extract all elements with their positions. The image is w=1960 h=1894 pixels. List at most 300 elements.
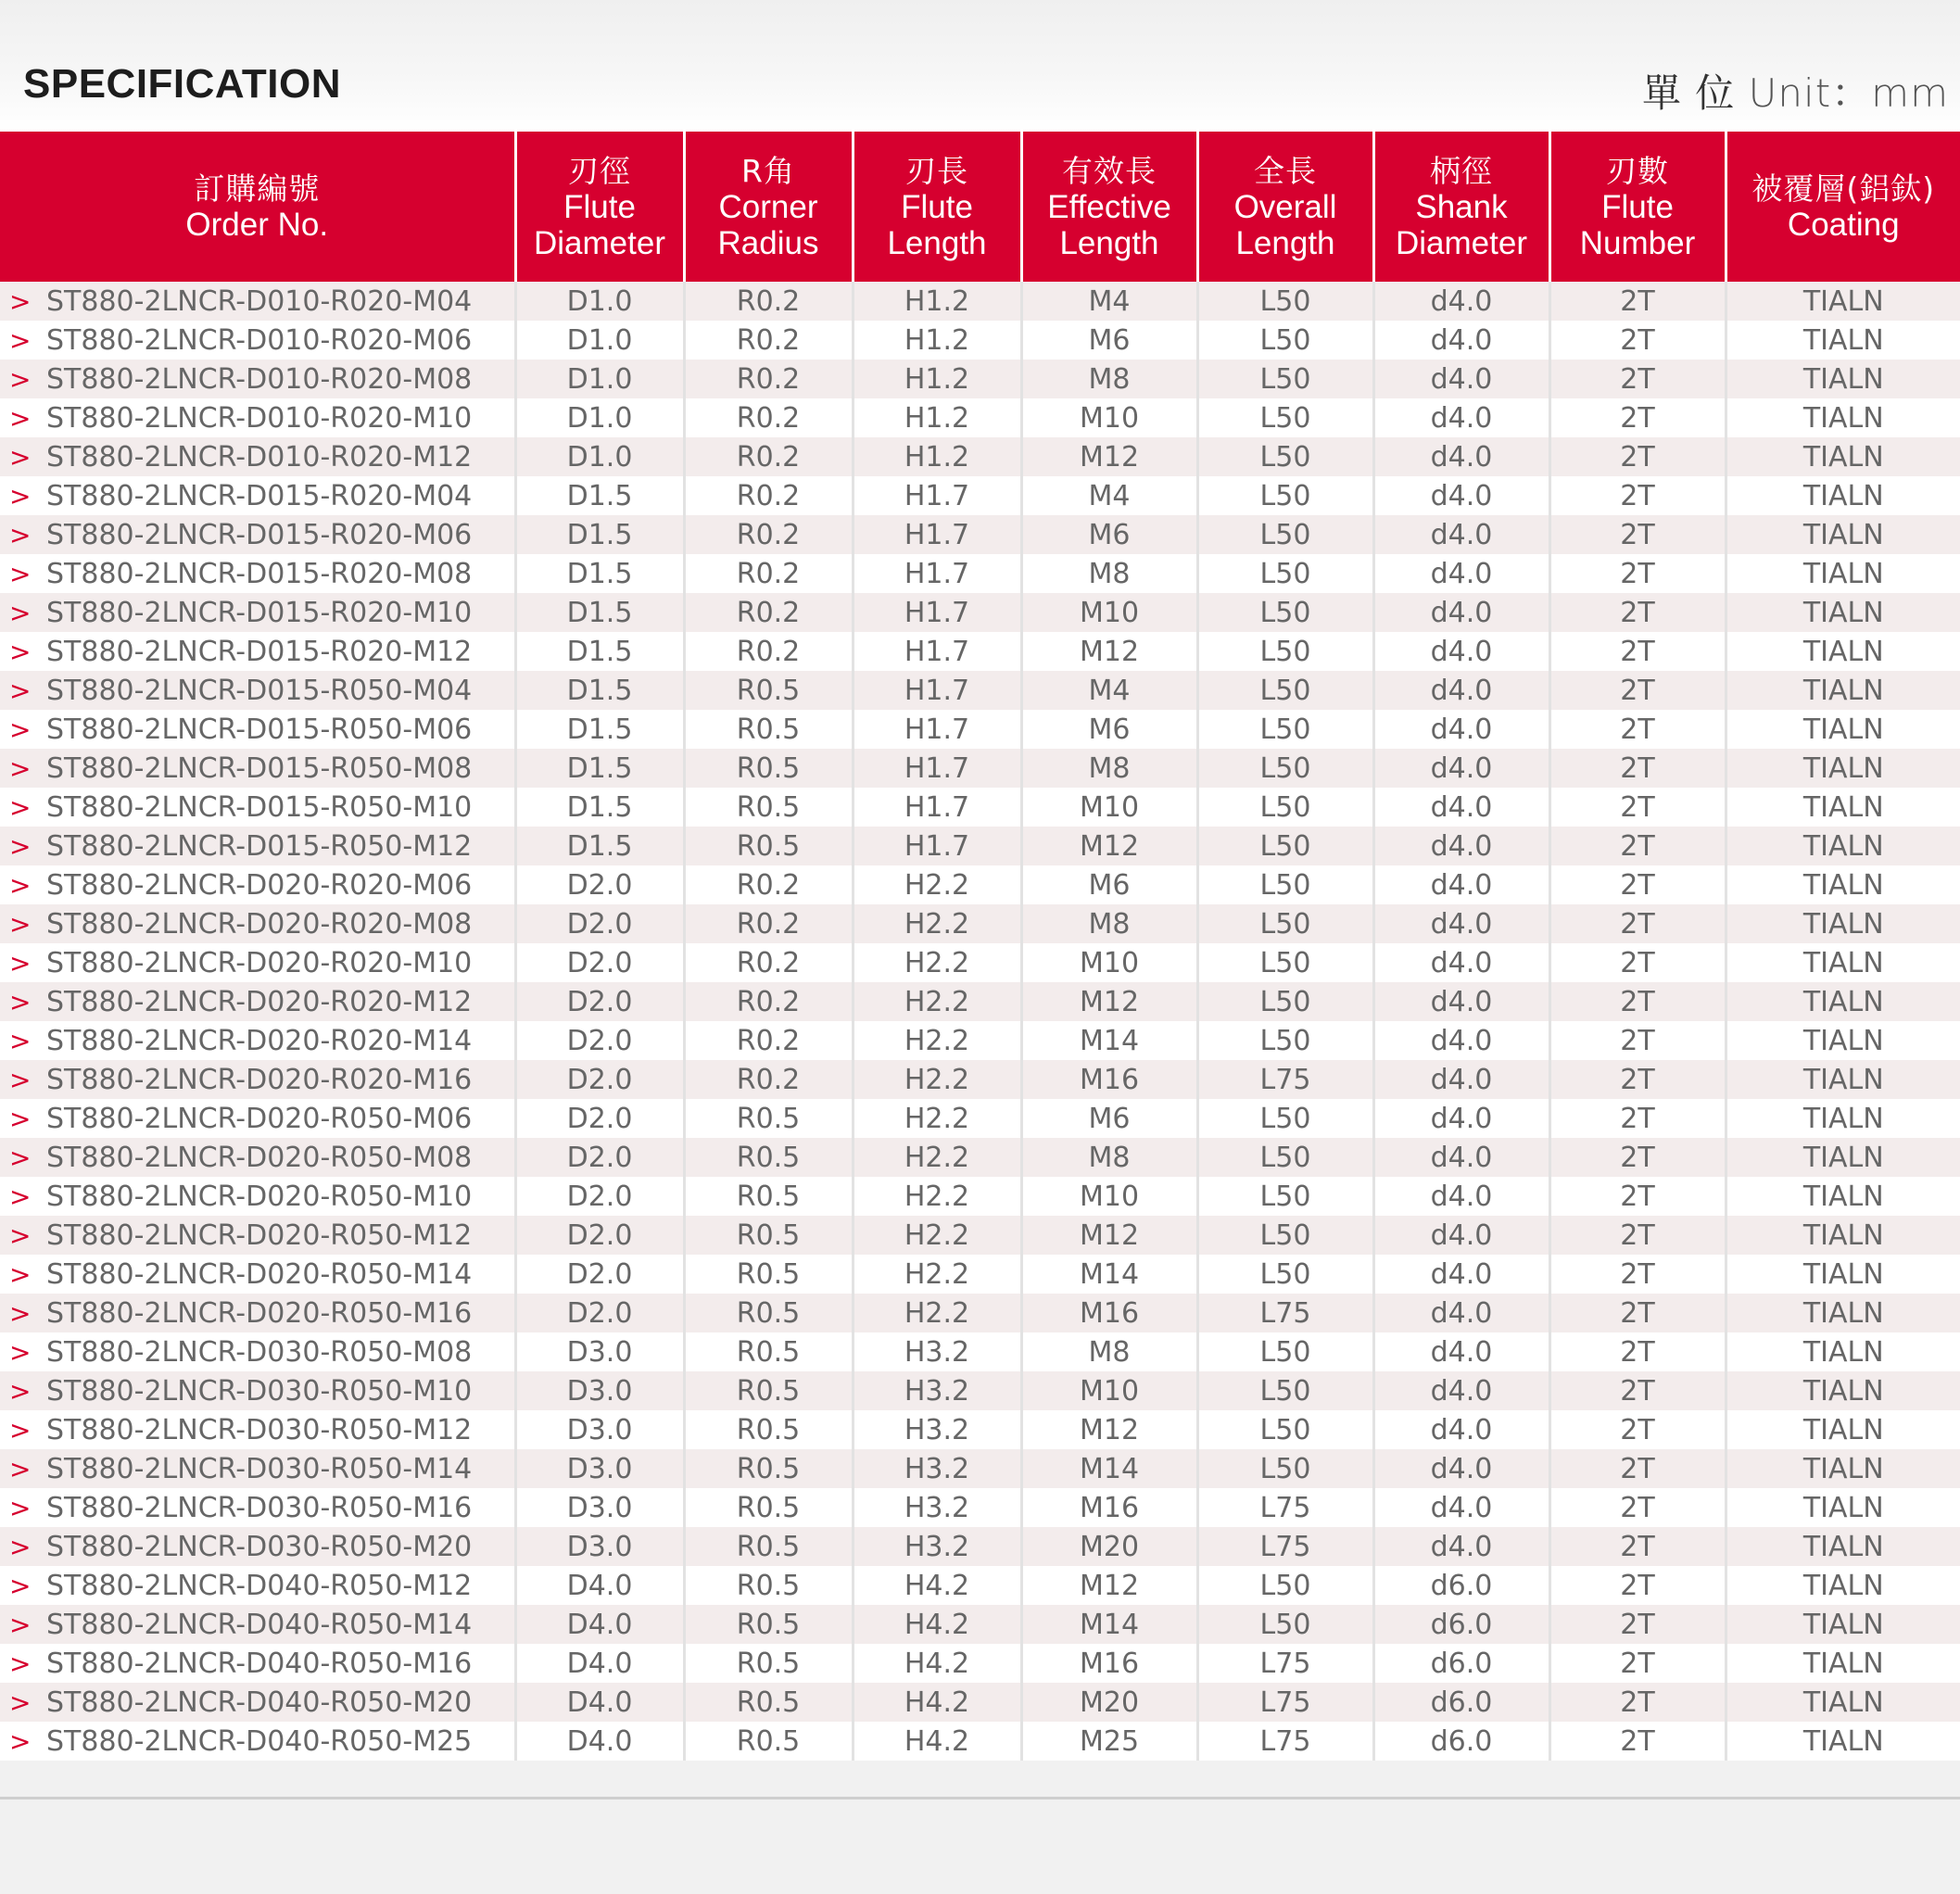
order-number: ST880-2LNCR-D015-R050-M08	[46, 751, 473, 785]
col-header-en2: Length	[887, 224, 987, 261]
cell-coating: TIALN	[1726, 1294, 1960, 1332]
cell-overall-length: L50	[1197, 982, 1373, 1021]
cell-flute-length: H2.2	[853, 1294, 1021, 1332]
cell-coating: TIALN	[1726, 1138, 1960, 1177]
order-number: ST880-2LNCR-D010-R020-M06	[46, 323, 473, 357]
cell-flute-length: H1.7	[853, 827, 1021, 865]
cell-order-no	[0, 865, 515, 904]
row-arrow-icon: >	[9, 1103, 32, 1134]
cell-order-no	[0, 1177, 515, 1216]
cell-flute-diameter: D1.5	[515, 593, 684, 632]
row-arrow-icon: >	[9, 1570, 32, 1601]
row-arrow-icon: >	[9, 675, 32, 706]
col-header-flute-diameter	[515, 132, 684, 282]
order-number: ST880-2LNCR-D015-R020-M12	[46, 635, 473, 668]
cell-order-no	[0, 476, 515, 515]
order-number: ST880-2LNCR-D020-R050-M10	[46, 1180, 473, 1213]
cell-effective-length: M4	[1021, 282, 1197, 321]
cell-flute-diameter: D2.0	[515, 1216, 684, 1255]
cell-coating: TIALN	[1726, 282, 1960, 321]
cell-coating: TIALN	[1726, 1683, 1960, 1722]
cell-coating: TIALN	[1726, 904, 1960, 943]
cell-shank-diameter: d4.0	[1373, 904, 1549, 943]
order-number: ST880-2LNCR-D020-R050-M14	[46, 1257, 473, 1291]
cell-order-no	[0, 437, 515, 476]
cell-overall-length: L50	[1197, 554, 1373, 593]
table-row	[0, 554, 1960, 593]
row-arrow-icon: >	[9, 402, 32, 434]
order-number: ST880-2LNCR-D030-R050-M14	[46, 1452, 473, 1485]
cell-corner-radius: R0.5	[684, 1644, 853, 1683]
cell-corner-radius: R0.2	[684, 282, 853, 321]
cell-flute-number: 2T	[1549, 1177, 1726, 1216]
cell-shank-diameter: d4.0	[1373, 1099, 1549, 1138]
cell-order-no	[0, 943, 515, 982]
cell-coating: TIALN	[1726, 1332, 1960, 1371]
col-header-zh: 被覆層(鋁鈦)	[1751, 170, 1936, 207]
order-number: ST880-2LNCR-D010-R020-M04	[46, 284, 473, 318]
cell-flute-number: 2T	[1549, 593, 1726, 632]
cell-coating: TIALN	[1726, 671, 1960, 710]
table-row	[0, 710, 1960, 749]
cell-overall-length: L50	[1197, 710, 1373, 749]
cell-order-no	[0, 1410, 515, 1449]
cell-flute-diameter: D4.0	[515, 1722, 684, 1761]
cell-flute-number: 2T	[1549, 671, 1726, 710]
cell-effective-length: M10	[1021, 943, 1197, 982]
cell-overall-length: L50	[1197, 398, 1373, 437]
cell-shank-diameter: d4.0	[1373, 1294, 1549, 1332]
col-header-coating	[1726, 132, 1960, 282]
order-number: ST880-2LNCR-D040-R050-M14	[46, 1608, 473, 1641]
cell-corner-radius: R0.5	[684, 1332, 853, 1371]
cell-effective-length: M8	[1021, 1138, 1197, 1177]
cell-flute-diameter: D4.0	[515, 1644, 684, 1683]
cell-flute-diameter: D1.5	[515, 749, 684, 788]
cell-corner-radius: R0.5	[684, 1410, 853, 1449]
cell-order-no	[0, 1488, 515, 1527]
cell-flute-length: H2.2	[853, 1255, 1021, 1294]
spec-table-body	[0, 282, 1960, 1761]
cell-flute-diameter: D4.0	[515, 1566, 684, 1605]
order-number: ST880-2LNCR-D040-R050-M12	[46, 1569, 473, 1602]
row-arrow-icon: >	[9, 558, 32, 589]
cell-flute-number: 2T	[1549, 1216, 1726, 1255]
cell-coating: TIALN	[1726, 554, 1960, 593]
cell-coating: TIALN	[1726, 632, 1960, 671]
cell-shank-diameter: d4.0	[1373, 1255, 1549, 1294]
cell-overall-length: L50	[1197, 515, 1373, 554]
table-bottom-rule	[0, 1797, 1960, 1799]
cell-flute-length: H1.7	[853, 671, 1021, 710]
table-row	[0, 515, 1960, 554]
cell-overall-length: L50	[1197, 1371, 1373, 1410]
cell-effective-length: M8	[1021, 554, 1197, 593]
col-header-effective-length	[1021, 132, 1197, 282]
cell-flute-diameter: D2.0	[515, 1060, 684, 1099]
cell-flute-diameter: D1.5	[515, 827, 684, 865]
col-header-flute-length	[853, 132, 1021, 282]
cell-effective-length: M6	[1021, 710, 1197, 749]
order-number: ST880-2LNCR-D030-R050-M20	[46, 1530, 473, 1563]
cell-corner-radius: R0.5	[684, 827, 853, 865]
cell-flute-diameter: D2.0	[515, 982, 684, 1021]
cell-order-no	[0, 1099, 515, 1138]
table-row	[0, 282, 1960, 321]
order-number: ST880-2LNCR-D015-R050-M04	[46, 674, 473, 707]
row-arrow-icon: >	[9, 713, 32, 745]
order-number: ST880-2LNCR-D020-R020-M12	[46, 985, 473, 1018]
cell-effective-length: M4	[1021, 476, 1197, 515]
cell-flute-diameter: D1.5	[515, 554, 684, 593]
cell-overall-length: L75	[1197, 1644, 1373, 1683]
row-arrow-icon: >	[9, 1181, 32, 1212]
cell-coating: TIALN	[1726, 398, 1960, 437]
cell-flute-number: 2T	[1549, 437, 1726, 476]
table-row	[0, 1644, 1960, 1683]
cell-order-no	[0, 1722, 515, 1761]
row-arrow-icon: >	[9, 324, 32, 356]
cell-corner-radius: R0.5	[684, 1605, 853, 1644]
cell-flute-length: H2.2	[853, 1216, 1021, 1255]
cell-overall-length: L50	[1197, 437, 1373, 476]
cell-coating: TIALN	[1726, 476, 1960, 515]
cell-effective-length: M20	[1021, 1527, 1197, 1566]
table-row	[0, 1371, 1960, 1410]
cell-shank-diameter: d6.0	[1373, 1683, 1549, 1722]
table-row	[0, 1177, 1960, 1216]
spec-table-container	[0, 132, 1960, 1761]
table-row	[0, 982, 1960, 1021]
col-header-zh: 有效長	[1062, 152, 1157, 189]
cell-coating: TIALN	[1726, 749, 1960, 788]
cell-corner-radius: R0.5	[684, 1099, 853, 1138]
table-row	[0, 1021, 1960, 1060]
cell-corner-radius: R0.5	[684, 788, 853, 827]
col-header-en2: Length	[1235, 224, 1335, 261]
cell-effective-length: M14	[1021, 1605, 1197, 1644]
cell-coating: TIALN	[1726, 360, 1960, 398]
cell-order-no	[0, 1566, 515, 1605]
cell-order-no	[0, 1255, 515, 1294]
cell-order-no	[0, 1371, 515, 1410]
cell-effective-length: M14	[1021, 1449, 1197, 1488]
cell-shank-diameter: d4.0	[1373, 788, 1549, 827]
cell-effective-length: M16	[1021, 1294, 1197, 1332]
cell-effective-length: M16	[1021, 1644, 1197, 1683]
order-number: ST880-2LNCR-D020-R050-M16	[46, 1296, 473, 1330]
table-row	[0, 1605, 1960, 1644]
table-row	[0, 904, 1960, 943]
cell-shank-diameter: d4.0	[1373, 1021, 1549, 1060]
row-arrow-icon: >	[9, 869, 32, 901]
cell-coating: TIALN	[1726, 1644, 1960, 1683]
cell-flute-number: 2T	[1549, 1683, 1726, 1722]
order-number: ST880-2LNCR-D015-R050-M12	[46, 829, 473, 863]
cell-flute-number: 2T	[1549, 1332, 1726, 1371]
col-header-en: Overall	[1233, 188, 1337, 225]
cell-order-no	[0, 827, 515, 865]
cell-order-no	[0, 1605, 515, 1644]
cell-order-no	[0, 671, 515, 710]
col-header-en: Effective	[1047, 188, 1171, 225]
cell-overall-length: L50	[1197, 1332, 1373, 1371]
row-arrow-icon: >	[9, 947, 32, 979]
cell-effective-length: M8	[1021, 749, 1197, 788]
cell-effective-length: M10	[1021, 1177, 1197, 1216]
cell-overall-length: L75	[1197, 1527, 1373, 1566]
cell-coating: TIALN	[1726, 1099, 1960, 1138]
order-number: ST880-2LNCR-D040-R050-M16	[46, 1647, 473, 1680]
cell-flute-diameter: D2.0	[515, 1099, 684, 1138]
table-row	[0, 1060, 1960, 1099]
cell-flute-length: H1.2	[853, 360, 1021, 398]
col-header-zh: R角	[741, 152, 795, 189]
cell-effective-length: M12	[1021, 1216, 1197, 1255]
cell-flute-number: 2T	[1549, 1060, 1726, 1099]
col-header-en: Order No.	[185, 207, 329, 243]
cell-flute-number: 2T	[1549, 554, 1726, 593]
cell-flute-diameter: D1.5	[515, 632, 684, 671]
cell-shank-diameter: d4.0	[1373, 282, 1549, 321]
cell-overall-length: L50	[1197, 632, 1373, 671]
cell-flute-length: H1.2	[853, 398, 1021, 437]
col-header-zh: 全長	[1254, 152, 1317, 189]
cell-corner-radius: R0.2	[684, 982, 853, 1021]
col-header-en2: Radius	[717, 224, 819, 261]
cell-corner-radius: R0.2	[684, 632, 853, 671]
cell-flute-diameter: D3.0	[515, 1488, 684, 1527]
cell-shank-diameter: d4.0	[1373, 515, 1549, 554]
cell-shank-diameter: d4.0	[1373, 749, 1549, 788]
cell-shank-diameter: d4.0	[1373, 554, 1549, 593]
cell-corner-radius: R0.2	[684, 398, 853, 437]
order-number: ST880-2LNCR-D010-R020-M08	[46, 362, 473, 396]
table-row	[0, 1255, 1960, 1294]
cell-flute-number: 2T	[1549, 360, 1726, 398]
row-arrow-icon: >	[9, 1064, 32, 1095]
row-arrow-icon: >	[9, 830, 32, 862]
cell-flute-diameter: D3.0	[515, 1371, 684, 1410]
cell-order-no	[0, 515, 515, 554]
cell-corner-radius: R0.2	[684, 904, 853, 943]
cell-flute-diameter: D2.0	[515, 943, 684, 982]
order-number: ST880-2LNCR-D020-R050-M12	[46, 1218, 473, 1252]
cell-flute-number: 2T	[1549, 982, 1726, 1021]
cell-corner-radius: R0.5	[684, 1488, 853, 1527]
table-row	[0, 1449, 1960, 1488]
cell-flute-diameter: D1.5	[515, 788, 684, 827]
table-row	[0, 1216, 1960, 1255]
table-row	[0, 749, 1960, 788]
cell-flute-number: 2T	[1549, 1722, 1726, 1761]
cell-effective-length: M14	[1021, 1255, 1197, 1294]
cell-overall-length: L50	[1197, 671, 1373, 710]
cell-overall-length: L50	[1197, 1566, 1373, 1605]
cell-coating: TIALN	[1726, 1021, 1960, 1060]
cell-flute-number: 2T	[1549, 1138, 1726, 1177]
cell-corner-radius: R0.5	[684, 1216, 853, 1255]
cell-corner-radius: R0.2	[684, 593, 853, 632]
cell-flute-number: 2T	[1549, 788, 1726, 827]
cell-effective-length: M25	[1021, 1722, 1197, 1761]
cell-shank-diameter: d4.0	[1373, 593, 1549, 632]
header-row	[0, 132, 1960, 282]
cell-effective-length: M6	[1021, 321, 1197, 360]
table-row	[0, 1410, 1960, 1449]
table-row	[0, 1099, 1960, 1138]
cell-flute-length: H1.7	[853, 632, 1021, 671]
cell-flute-length: H2.2	[853, 1099, 1021, 1138]
col-header-shank-diameter	[1373, 132, 1549, 282]
cell-flute-number: 2T	[1549, 710, 1726, 749]
cell-order-no	[0, 1216, 515, 1255]
cell-flute-number: 2T	[1549, 1605, 1726, 1644]
cell-flute-diameter: D1.5	[515, 476, 684, 515]
cell-flute-length: H4.2	[853, 1605, 1021, 1644]
cell-flute-diameter: D2.0	[515, 865, 684, 904]
cell-overall-length: L50	[1197, 1099, 1373, 1138]
row-arrow-icon: >	[9, 1142, 32, 1173]
row-arrow-icon: >	[9, 1453, 32, 1484]
table-row	[0, 593, 1960, 632]
cell-effective-length: M12	[1021, 437, 1197, 476]
cell-shank-diameter: d4.0	[1373, 1371, 1549, 1410]
cell-overall-length: L75	[1197, 1722, 1373, 1761]
cell-coating: TIALN	[1726, 1527, 1960, 1566]
cell-overall-length: L50	[1197, 1216, 1373, 1255]
unit-label	[1642, 63, 1949, 119]
col-header-en: Corner	[718, 188, 818, 225]
cell-flute-diameter: D3.0	[515, 1527, 684, 1566]
table-row	[0, 827, 1960, 865]
cell-flute-diameter: D2.0	[515, 1255, 684, 1294]
cell-flute-length: H2.2	[853, 1138, 1021, 1177]
order-number: ST880-2LNCR-D040-R050-M20	[46, 1686, 473, 1719]
cell-effective-length: M12	[1021, 982, 1197, 1021]
cell-effective-length: M8	[1021, 360, 1197, 398]
cell-corner-radius: R0.5	[684, 1449, 853, 1488]
col-header-zh: 刃數	[1606, 152, 1669, 189]
cell-flute-length: H1.7	[853, 710, 1021, 749]
spec-table	[0, 132, 1960, 1761]
cell-flute-diameter: D3.0	[515, 1449, 684, 1488]
row-arrow-icon: >	[9, 1375, 32, 1407]
col-header-overall-length	[1197, 132, 1373, 282]
cell-order-no	[0, 282, 515, 321]
order-number: ST880-2LNCR-D030-R050-M10	[46, 1374, 473, 1408]
cell-coating: TIALN	[1726, 1488, 1960, 1527]
row-arrow-icon: >	[9, 752, 32, 784]
order-number: ST880-2LNCR-D020-R020-M06	[46, 868, 473, 902]
cell-corner-radius: R0.5	[684, 1371, 853, 1410]
table-row	[0, 476, 1960, 515]
cell-effective-length: M14	[1021, 1021, 1197, 1060]
order-number: ST880-2LNCR-D015-R020-M08	[46, 557, 473, 590]
cell-overall-length: L75	[1197, 1294, 1373, 1332]
col-header-en2: Number	[1579, 224, 1696, 261]
cell-shank-diameter: d4.0	[1373, 710, 1549, 749]
cell-effective-length: M6	[1021, 865, 1197, 904]
row-arrow-icon: >	[9, 441, 32, 473]
row-arrow-icon: >	[9, 285, 32, 317]
cell-shank-diameter: d4.0	[1373, 360, 1549, 398]
cell-flute-length: H4.2	[853, 1566, 1021, 1605]
cell-overall-length: L50	[1197, 1255, 1373, 1294]
col-header-zh: 刃徑	[568, 152, 631, 189]
row-arrow-icon: >	[9, 1725, 32, 1757]
order-number: ST880-2LNCR-D020-R020-M14	[46, 1024, 473, 1057]
cell-corner-radius: R0.5	[684, 1255, 853, 1294]
row-arrow-icon: >	[9, 1492, 32, 1523]
order-number: ST880-2LNCR-D020-R020-M08	[46, 907, 473, 941]
cell-flute-length: H1.7	[853, 749, 1021, 788]
cell-coating: TIALN	[1726, 943, 1960, 982]
cell-corner-radius: R0.2	[684, 360, 853, 398]
cell-flute-number: 2T	[1549, 1371, 1726, 1410]
cell-shank-diameter: d4.0	[1373, 1177, 1549, 1216]
cell-overall-length: L50	[1197, 749, 1373, 788]
cell-overall-length: L50	[1197, 1605, 1373, 1644]
cell-coating: TIALN	[1726, 865, 1960, 904]
cell-coating: TIALN	[1726, 1216, 1960, 1255]
cell-flute-length: H4.2	[853, 1683, 1021, 1722]
order-number: ST880-2LNCR-D030-R050-M16	[46, 1491, 473, 1524]
cell-flute-number: 2T	[1549, 1566, 1726, 1605]
cell-corner-radius: R0.5	[684, 710, 853, 749]
cell-order-no	[0, 360, 515, 398]
cell-flute-length: H1.7	[853, 593, 1021, 632]
cell-flute-length: H1.2	[853, 437, 1021, 476]
cell-order-no	[0, 788, 515, 827]
cell-shank-diameter: d6.0	[1373, 1722, 1549, 1761]
cell-flute-diameter: D1.5	[515, 515, 684, 554]
table-row	[0, 1138, 1960, 1177]
cell-flute-diameter: D2.0	[515, 1021, 684, 1060]
cell-flute-length: H1.2	[853, 321, 1021, 360]
cell-shank-diameter: d4.0	[1373, 398, 1549, 437]
cell-shank-diameter: d4.0	[1373, 1060, 1549, 1099]
cell-flute-diameter: D2.0	[515, 1294, 684, 1332]
cell-corner-radius: R0.5	[684, 1722, 853, 1761]
cell-overall-length: L75	[1197, 1488, 1373, 1527]
cell-effective-length: M8	[1021, 1332, 1197, 1371]
cell-order-no	[0, 1527, 515, 1566]
cell-flute-diameter: D3.0	[515, 1332, 684, 1371]
cell-flute-diameter: D1.0	[515, 360, 684, 398]
cell-shank-diameter: d4.0	[1373, 1527, 1549, 1566]
col-header-en2: Length	[1059, 224, 1159, 261]
order-number: ST880-2LNCR-D015-R050-M06	[46, 713, 473, 746]
cell-order-no	[0, 904, 515, 943]
cell-flute-diameter: D1.5	[515, 671, 684, 710]
cell-coating: TIALN	[1726, 1177, 1960, 1216]
cell-shank-diameter: d4.0	[1373, 865, 1549, 904]
cell-order-no	[0, 1294, 515, 1332]
cell-flute-diameter: D1.0	[515, 282, 684, 321]
order-number: ST880-2LNCR-D020-R020-M10	[46, 946, 473, 979]
cell-flute-length: H2.2	[853, 1060, 1021, 1099]
cell-flute-diameter: D2.0	[515, 904, 684, 943]
col-header-zh: 訂購編號	[194, 170, 321, 207]
cell-corner-radius: R0.2	[684, 437, 853, 476]
row-arrow-icon: >	[9, 636, 32, 667]
col-header-en: Flute	[1601, 188, 1674, 225]
cell-order-no	[0, 710, 515, 749]
table-row	[0, 437, 1960, 476]
cell-flute-diameter: D1.5	[515, 710, 684, 749]
cell-shank-diameter: d4.0	[1373, 321, 1549, 360]
